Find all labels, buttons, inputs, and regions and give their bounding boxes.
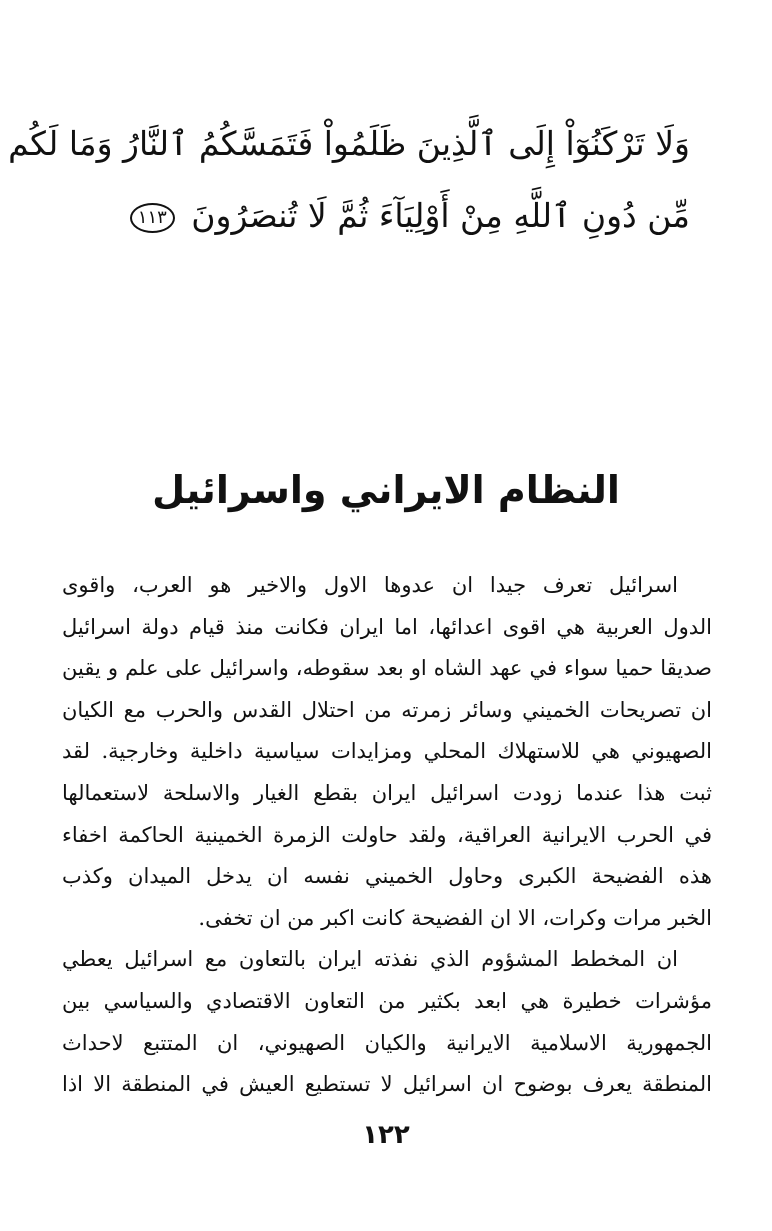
text-line: هذه الفضيحة الكبرى وحاول الخميني نفسه ان يدخل الميدان وكذب: [62, 864, 712, 889]
verse-line: [110, 180, 690, 252]
text-line: مؤشرات خطيرة هي ابعد بكثير من التعاون الاقتصادي والسياسي بين: [62, 988, 712, 1013]
text-line: المنطقة يعرف بوضوح ان اسرائيل لا تستطيع العيش في المنطقة الا اذا: [62, 1072, 712, 1097]
page-number: ١٢٢: [362, 1120, 410, 1150]
text-line: ان تصريحات الخميني وسائر زمرته من احتلال القدس والحرب مع الكيان: [62, 697, 712, 722]
text-line: الجمهورية الاسلامية الايرانية والكيان الصهيوني، ان المتتبع لاحداث: [62, 1030, 712, 1055]
body-text: [62, 565, 712, 1106]
chapter-heading: النظام الايراني واسرائيل: [152, 468, 620, 512]
verse-number: ١١٣: [130, 203, 175, 233]
text-line: الصهيوني هي للاستهلاك المحلي ومزايدات سياسية داخلية وخارجية. لقد: [62, 739, 712, 764]
text-line: في الحرب الايرانية العراقية، ولقد حاولت الزمرة الخمينية الحاكمة اخفاء: [62, 822, 712, 847]
text-line: ان المخطط المشؤوم الذي نفذته ايران بالتعاون مع اسرائيل يعطي: [62, 947, 678, 972]
text-line: صديقا حميا سواء في عهد الشاه او بعد سقوطه، واسرائيل على علم و يقين: [62, 656, 712, 681]
verse-line: وَلَا تَرْكَنُوٓاْ إِلَى ٱلَّذِينَ ظَلَمُواْ فَتَمَسَّكُمُ ٱلنَّارُ وَمَا لَكُم: [8, 124, 690, 163]
quran-verse: [8, 108, 690, 252]
text-line: ثبت هذا عندما زودت اسرائيل ايران بقطع الغيار والاسلحة لاستعمالها: [62, 780, 712, 805]
verse-line-text: مِّن دُونِ ٱللَّهِ مِنْ أَوْلِيَآءَ ثُمَّ لَا تُنصَرُونَ: [191, 196, 690, 235]
text-line: الخبر مرات وكرات، الا ان الفضيحة كانت اكبر من ان تخفى.: [198, 905, 712, 930]
text-line: الدول العربية هي اقوى اعدائها، اما ايران فكانت منذ قيام دولة اسرائيل: [62, 614, 712, 639]
text-line: اسرائيل تعرف جيدا ان عدوها الاول والاخير هو العرب، واقوى: [62, 573, 678, 597]
